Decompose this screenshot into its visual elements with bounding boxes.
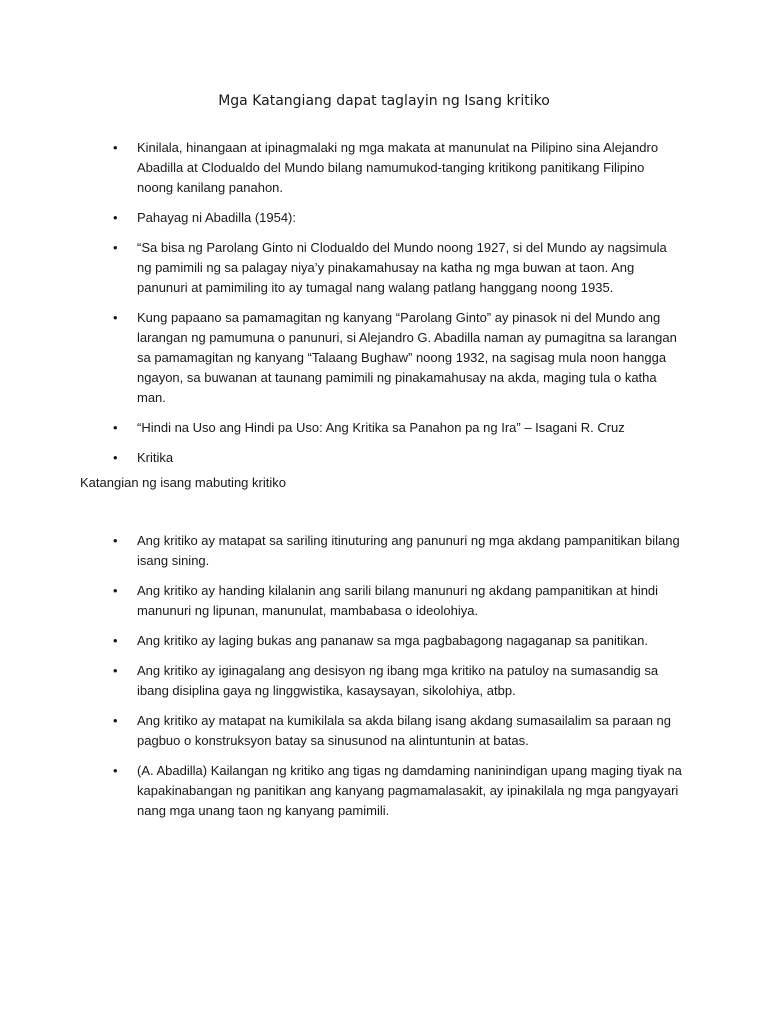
bullet-icon: •	[113, 633, 118, 648]
list-item	[0, 448, 682, 468]
document-title: Mga Katangiang dapat taglayin ng Isang kritiko	[218, 93, 550, 109]
bullet-icon: •	[113, 140, 118, 155]
section-heading: Katangian ng isang mabuting kritiko	[80, 475, 286, 490]
bullet-icon: •	[113, 450, 118, 465]
section-1-list	[0, 138, 768, 478]
list-item-text: Kinilala, hinangaan at ipinagmalaki ng mga makata at manunulat na Pilipino sina Alejandro Abadilla at Clodualdo del Mundo bilang namumukod-tanging kritikong panitikang Filipino noong kanilang panahon.	[137, 140, 659, 195]
list-item	[0, 138, 682, 198]
list-item-text: “Hindi na Uso ang Hindi pa Uso: Ang Kritika sa Panahon pa ng Ira” – Isagani R. Cruz	[137, 420, 625, 435]
list-item-text: Ang kritiko ay handing kilalanin ang sarili bilang manunuri ng akdang pampanitikan at hindi manunuri ng lipunan, manunulat, mambabasa o ideolohiya.	[137, 583, 659, 618]
bullet-icon: •	[113, 533, 118, 548]
bullet-icon: •	[113, 420, 118, 435]
list-item	[0, 208, 682, 228]
list-item-text: Pahayag ni Abadilla (1954):	[137, 210, 297, 225]
list-item-text: Ang kritiko ay laging bukas ang pananaw sa mga pagbabagong nagaganap sa panitikan.	[137, 633, 648, 648]
list-item-text: Ang kritiko ay matapat na kumikilala sa akda bilang isang akdang sumasailalim sa paraan ng pagbuo o konstruksyon batay sa sinusunod na alintuntunin at batas.	[137, 713, 672, 748]
list-item-text: (A. Abadilla) Kailangan ng kritiko ang tigas ng damdaming naninindigan upang maging tiyak na kapakinabangan ng panitikan ang kanyang pagmamalasakit, ay ipinakilala ng mga pangyayari nang mga unang taon ng kanyang pamimili.	[137, 763, 682, 818]
list-item	[0, 631, 682, 651]
list-item	[0, 238, 682, 298]
list-item-text: Kritika	[137, 450, 174, 465]
list-item	[0, 711, 682, 751]
bullet-icon: •	[113, 763, 118, 778]
list-item-text: Ang kritiko ay matapat sa sariling itinuturing ang panunuri ng mga akdang pampanitikan bilang isang sining.	[137, 533, 680, 568]
bullet-icon: •	[113, 240, 118, 255]
list-item	[0, 418, 682, 438]
list-item	[0, 761, 682, 821]
list-item-text: Kung papaano sa pamamagitan ng kanyang “Parolang Ginto” ay pinasok ni del Mundo ang larangan ng pamumuna o panunuri, si Alejandro G. Abadilla naman ay pumagitna sa larangan sa pamamagitan ng kanyang “Talaang Bughaw” noong 1932, na sagisag mula noon hangga ngayon, sa buwanan at taunang pamimili ng pinakamahusay na akda, maging tula o katha man.	[137, 310, 677, 405]
list-item	[0, 308, 682, 408]
list-item	[0, 581, 682, 621]
list-item	[0, 661, 682, 701]
bullet-icon: •	[113, 310, 118, 325]
bullet-icon: •	[113, 713, 118, 728]
bullet-icon: •	[113, 210, 118, 225]
section-2-list	[0, 531, 768, 831]
bullet-icon: •	[113, 663, 118, 678]
bullet-icon: •	[113, 583, 118, 598]
list-item-text: “Sa bisa ng Parolang Ginto ni Clodualdo del Mundo noong 1927, si del Mundo ay nagsimula ng pamimili ng sa palagay niya’y pinakamahusay na katha ng mga buwan at taon. Ang panunuri at pamimiling ito ay tumagal nang walang patlang hanggang noong 1935.	[137, 240, 667, 295]
list-item	[0, 531, 682, 571]
list-item-text: Ang kritiko ay iginagalang ang desisyon ng ibang mga kritiko na patuloy na sumasandig sa ibang disiplina gaya ng linggwistika, kasaysayan, sikolohiya, atbp.	[137, 663, 659, 698]
